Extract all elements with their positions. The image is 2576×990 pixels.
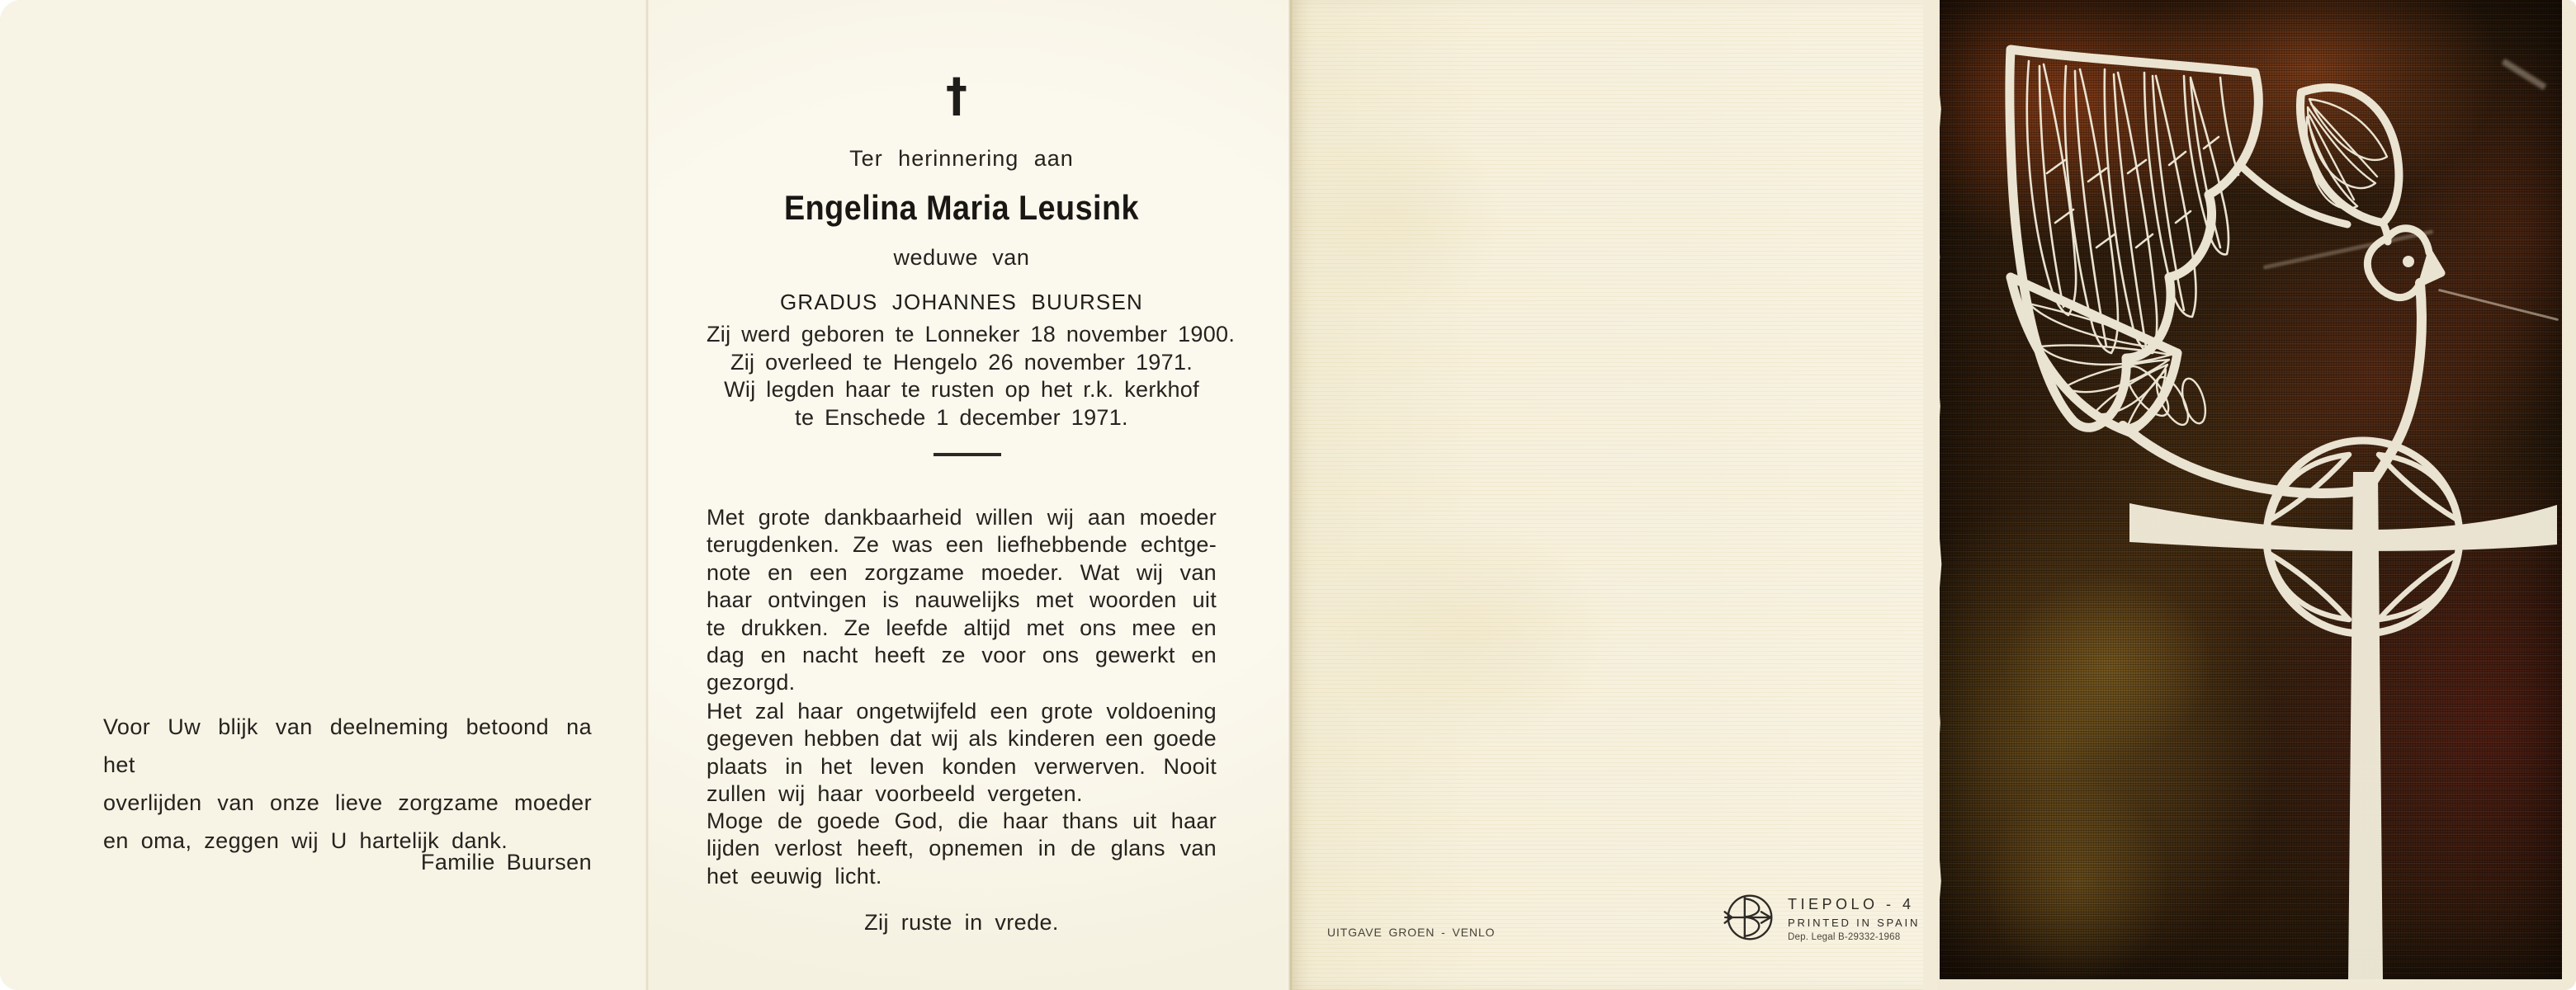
thanks-line: Voor Uw blijk van deelneming betoond na het <box>103 714 592 777</box>
printer-legal: Dep. Legal B-29332-1968 <box>1788 932 1901 942</box>
cross-post <box>2348 472 2383 982</box>
thanks-line: en oma, zeggen wij U hartelijk dank. <box>103 828 508 853</box>
thanks-text <box>103 708 592 860</box>
paragraph-line: Het zal haar ongetwijfeld een grote voldoening <box>707 699 1217 724</box>
deceased-name: Engelina Maria Leusink <box>783 188 1140 227</box>
cross-arm <box>2129 503 2557 551</box>
panel-artwork <box>1931 0 2576 990</box>
paragraph-line: het eeuwig licht. <box>707 863 882 889</box>
cross-glyph-icon: † <box>946 68 967 123</box>
life-dates-line: Zij overleed te Hengelo 26 november 1971. <box>730 349 1193 375</box>
paragraph-line: gegeven hebben dat wij als kinderen een goede <box>707 726 1217 752</box>
panel-memorial <box>648 0 1292 990</box>
paragraph-line: haar ontvingen is nauwelijks met woorden uit <box>707 587 1217 613</box>
life-dates-line: te Enschede 1 december 1971. <box>795 404 1128 430</box>
memorial-paragraph <box>707 808 1217 890</box>
dove-on-cross-illustration <box>1931 0 2576 990</box>
paragraph-line: note en een zorgzame moeder. Wat wij van <box>707 559 1217 585</box>
family-signature: Familie Buursen <box>420 850 592 874</box>
paragraph-line: terugdenken. Ze was een liefhebbende echtge- <box>707 532 1217 558</box>
paragraph-line: Met grote dankbaarheid willen wij aan moeder <box>707 505 1217 530</box>
paragraph-line: gezorgd. <box>707 670 796 695</box>
paragraph-line: Moge de goede God, die haar thans uit haar <box>707 808 1217 833</box>
divider-rule <box>934 453 1001 456</box>
printer-imprint <box>1788 895 1920 943</box>
paragraph-line: plaats in het leven konden verwerven. Nooit <box>707 753 1217 779</box>
dove-head <box>2367 223 2441 298</box>
dove-small-wing <box>2300 87 2399 223</box>
paragraph-line: te drukken. Ze leefde altijd met ons mee en <box>707 615 1217 640</box>
dove-illustration <box>2010 50 2441 493</box>
spouse-name: GRADUS JOHANNES BUURSEN <box>780 290 1143 314</box>
closing-prayer: Zij ruste in vrede. <box>864 910 1059 935</box>
tiepolo-logo-icon <box>1722 889 1778 945</box>
fold-crease <box>645 0 649 990</box>
printer-name: TIEPOLO - 4 <box>1788 896 1915 912</box>
fold-crease <box>1288 0 1294 990</box>
memorial-intro: Ter herinnering aan <box>849 146 1074 171</box>
thanks-line: overlijden van onze lieve zorgzame moeder <box>103 790 592 815</box>
life-dates <box>707 321 1236 431</box>
memorial-text-column <box>707 0 1236 990</box>
paragraph-line: lijden verlost heeft, opnemen in de glans van <box>707 836 1217 861</box>
cross-illustration <box>2129 472 2557 982</box>
paragraph-line: zullen wij haar voorbeeld vergeten. <box>707 781 1083 807</box>
printer-origin: PRINTED IN SPAIN <box>1788 917 1921 929</box>
relation-label: weduwe van <box>893 245 1030 270</box>
memorial-paragraph <box>707 504 1217 697</box>
memorial-paragraph <box>707 698 1217 808</box>
paragraph-line: dag en nacht heeft ze voor ons gewerkt en <box>707 643 1217 668</box>
life-dates-line: Wij legden haar te rusten op het r.k. kerkhof <box>724 377 1199 402</box>
life-dates-line: Zij werd geboren te Lonneker 18 november 1900. <box>707 322 1236 346</box>
panel-back <box>0 0 648 990</box>
publisher-imprint: UITGAVE GROEN - VENLO <box>1327 926 1496 939</box>
panel-colophon <box>1292 0 1931 990</box>
